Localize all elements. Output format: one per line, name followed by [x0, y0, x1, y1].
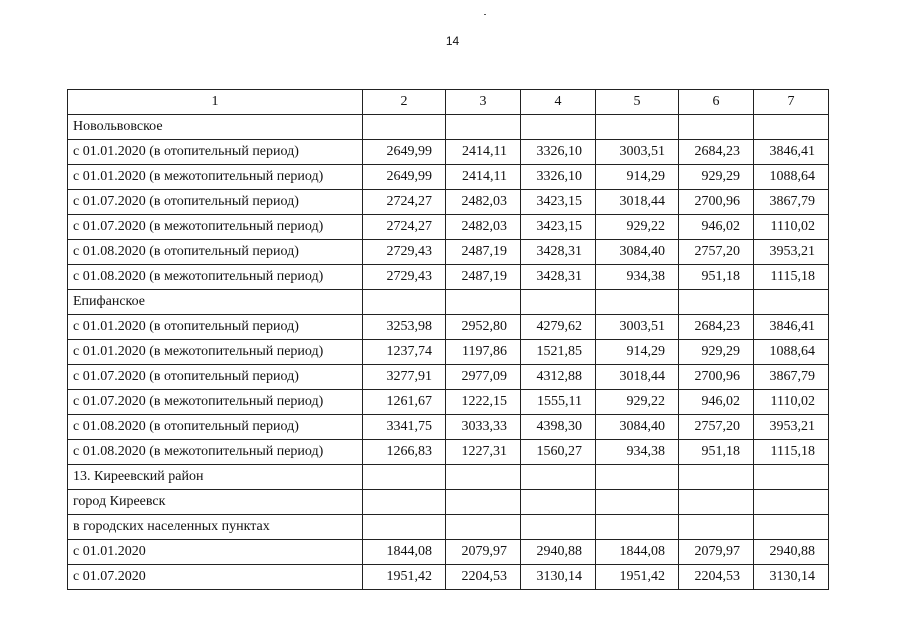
table-cell: 2204,53: [679, 565, 754, 590]
table-cell: 951,18: [679, 440, 754, 465]
table-cell: 3846,41: [754, 140, 829, 165]
table-cell: 3846,41: [754, 315, 829, 340]
table-cell: [754, 290, 829, 315]
table-cell: 2684,23: [679, 140, 754, 165]
table-cell: 3867,79: [754, 365, 829, 390]
table-cell: 3953,21: [754, 240, 829, 265]
table-cell: 929,29: [679, 165, 754, 190]
table-cell: 3277,91: [363, 365, 446, 390]
row-label: с 01.07.2020 (в отопительный период): [68, 365, 363, 390]
table-cell: 2487,19: [446, 265, 521, 290]
table-cell: 3003,51: [596, 315, 679, 340]
table-cell: 1110,02: [754, 215, 829, 240]
table-cell: 914,29: [596, 340, 679, 365]
row-label: с 01.07.2020 (в отопительный период): [68, 190, 363, 215]
column-header: 7: [754, 90, 829, 115]
table-cell: 3130,14: [754, 565, 829, 590]
table-cell: 1844,08: [363, 540, 446, 565]
row-label: в городских населенных пунктах: [68, 515, 363, 540]
table-row: [68, 440, 829, 465]
column-header: 6: [679, 90, 754, 115]
table-cell: 1521,85: [521, 340, 596, 365]
table-cell: 1115,18: [754, 440, 829, 465]
table-cell: 2487,19: [446, 240, 521, 265]
table-cell: 929,22: [596, 215, 679, 240]
table-cell: 3867,79: [754, 190, 829, 215]
table-cell: 1222,15: [446, 390, 521, 415]
table-cell: 2700,96: [679, 190, 754, 215]
table-cell: 2414,11: [446, 165, 521, 190]
table-cell: [446, 290, 521, 315]
row-label: с 01.01.2020 (в отопительный период): [68, 315, 363, 340]
table-cell: 3018,44: [596, 365, 679, 390]
table-cell: [754, 115, 829, 140]
row-label: с 01.07.2020 (в межотопительный период): [68, 215, 363, 240]
table-cell: [521, 115, 596, 140]
table-cell: [596, 465, 679, 490]
table-cell: 3084,40: [596, 240, 679, 265]
table-cell: [679, 490, 754, 515]
table-cell: 2204,53: [446, 565, 521, 590]
table-cell: 914,29: [596, 165, 679, 190]
row-label: с 01.01.2020 (в отопительный период): [68, 140, 363, 165]
table-cell: [596, 115, 679, 140]
table-cell: 946,02: [679, 215, 754, 240]
header-row: [68, 90, 829, 115]
table-row: [68, 290, 829, 315]
table-cell: 3326,10: [521, 140, 596, 165]
table-cell: 2757,20: [679, 240, 754, 265]
table-cell: [679, 115, 754, 140]
table-row: [68, 415, 829, 440]
table-cell: 3018,44: [596, 190, 679, 215]
table-cell: 2079,97: [679, 540, 754, 565]
table-cell: 1266,83: [363, 440, 446, 465]
table-cell: 1115,18: [754, 265, 829, 290]
table-cell: [521, 515, 596, 540]
table-cell: [363, 115, 446, 140]
table-row: [68, 340, 829, 365]
row-label: город Киреевск: [68, 490, 363, 515]
table-cell: [363, 515, 446, 540]
table-cell: 3253,98: [363, 315, 446, 340]
row-label: 13. Киреевский район: [68, 465, 363, 490]
table-row: [68, 465, 829, 490]
table-cell: 934,38: [596, 265, 679, 290]
table-cell: 4279,62: [521, 315, 596, 340]
table-row: [68, 515, 829, 540]
table-cell: 1227,31: [446, 440, 521, 465]
table-cell: 946,02: [679, 390, 754, 415]
table-cell: [754, 490, 829, 515]
table-cell: 3033,33: [446, 415, 521, 440]
table-cell: [363, 490, 446, 515]
column-header: 2: [363, 90, 446, 115]
table-cell: 2700,96: [679, 365, 754, 390]
table-cell: 2940,88: [521, 540, 596, 565]
table-cell: 2079,97: [446, 540, 521, 565]
table-cell: 3953,21: [754, 415, 829, 440]
table-cell: 1237,74: [363, 340, 446, 365]
table-cell: 3423,15: [521, 190, 596, 215]
table-row: [68, 115, 829, 140]
row-label: с 01.01.2020 (в межотопительный период): [68, 340, 363, 365]
tariff-table: [67, 89, 829, 590]
table-cell: [596, 290, 679, 315]
table-cell: 3423,15: [521, 215, 596, 240]
row-label: с 01.07.2020 (в межотопительный период): [68, 390, 363, 415]
table-cell: [596, 490, 679, 515]
table-cell: 2729,43: [363, 265, 446, 290]
table-cell: 2977,09: [446, 365, 521, 390]
table-row: [68, 315, 829, 340]
table-cell: 3428,31: [521, 265, 596, 290]
table-cell: [446, 115, 521, 140]
table-cell: 1951,42: [596, 565, 679, 590]
table-cell: 2414,11: [446, 140, 521, 165]
table-cell: [754, 465, 829, 490]
table-cell: 3130,14: [521, 565, 596, 590]
table-cell: 2482,03: [446, 215, 521, 240]
column-header: 4: [521, 90, 596, 115]
table-cell: [446, 490, 521, 515]
table-cell: 1088,64: [754, 340, 829, 365]
table-cell: [679, 515, 754, 540]
column-header: 5: [596, 90, 679, 115]
table-body: [68, 90, 829, 590]
table-cell: 1088,64: [754, 165, 829, 190]
column-header: 3: [446, 90, 521, 115]
table-cell: 2684,23: [679, 315, 754, 340]
row-label: с 01.08.2020 (в отопительный период): [68, 240, 363, 265]
table-cell: 1197,86: [446, 340, 521, 365]
table-row: [68, 240, 829, 265]
table-cell: 2482,03: [446, 190, 521, 215]
row-label: с 01.08.2020 (в отопительный период): [68, 415, 363, 440]
table-cell: 2649,99: [363, 140, 446, 165]
table-row: [68, 140, 829, 165]
table-cell: 1844,08: [596, 540, 679, 565]
table-row: [68, 390, 829, 415]
table-cell: [521, 490, 596, 515]
row-label: с 01.08.2020 (в межотопительный период): [68, 440, 363, 465]
page-number: 14: [445, 34, 460, 48]
table-cell: 1555,11: [521, 390, 596, 415]
table-cell: 934,38: [596, 440, 679, 465]
table-row: [68, 565, 829, 590]
table-row: [68, 540, 829, 565]
table-cell: [363, 290, 446, 315]
table-row: [68, 165, 829, 190]
table-row: [68, 365, 829, 390]
row-label: Епифанское: [68, 290, 363, 315]
row-label: с 01.01.2020 (в межотопительный период): [68, 165, 363, 190]
table-cell: 3003,51: [596, 140, 679, 165]
table-cell: 3341,75: [363, 415, 446, 440]
table-cell: 2952,80: [446, 315, 521, 340]
table-cell: 4312,88: [521, 365, 596, 390]
table-cell: 2757,20: [679, 415, 754, 440]
table-cell: 2729,43: [363, 240, 446, 265]
table-cell: 3084,40: [596, 415, 679, 440]
row-label: с 01.01.2020: [68, 540, 363, 565]
row-label: с 01.08.2020 (в межотопительный период): [68, 265, 363, 290]
table-cell: [521, 290, 596, 315]
table-cell: 2724,27: [363, 215, 446, 240]
table-cell: 1110,02: [754, 390, 829, 415]
table-cell: 1951,42: [363, 565, 446, 590]
row-label: Новольвовское: [68, 115, 363, 140]
table-row: [68, 265, 829, 290]
table-row: [68, 215, 829, 240]
table-cell: [679, 465, 754, 490]
table-cell: [521, 465, 596, 490]
scan-speck: [484, 14, 486, 15]
table-cell: [596, 515, 679, 540]
table-cell: 2940,88: [754, 540, 829, 565]
table-row: [68, 190, 829, 215]
table-cell: 2724,27: [363, 190, 446, 215]
table-cell: 3326,10: [521, 165, 596, 190]
table-cell: 929,22: [596, 390, 679, 415]
table-cell: [446, 465, 521, 490]
table-cell: [363, 465, 446, 490]
table-cell: 929,29: [679, 340, 754, 365]
table-cell: 951,18: [679, 265, 754, 290]
column-header: 1: [68, 90, 363, 115]
table-cell: 3428,31: [521, 240, 596, 265]
table-row: [68, 490, 829, 515]
table-cell: 1261,67: [363, 390, 446, 415]
table-cell: [446, 515, 521, 540]
table-cell: [754, 515, 829, 540]
table-cell: [679, 290, 754, 315]
table-cell: 2649,99: [363, 165, 446, 190]
row-label: с 01.07.2020: [68, 565, 363, 590]
table-cell: 4398,30: [521, 415, 596, 440]
table-cell: 1560,27: [521, 440, 596, 465]
